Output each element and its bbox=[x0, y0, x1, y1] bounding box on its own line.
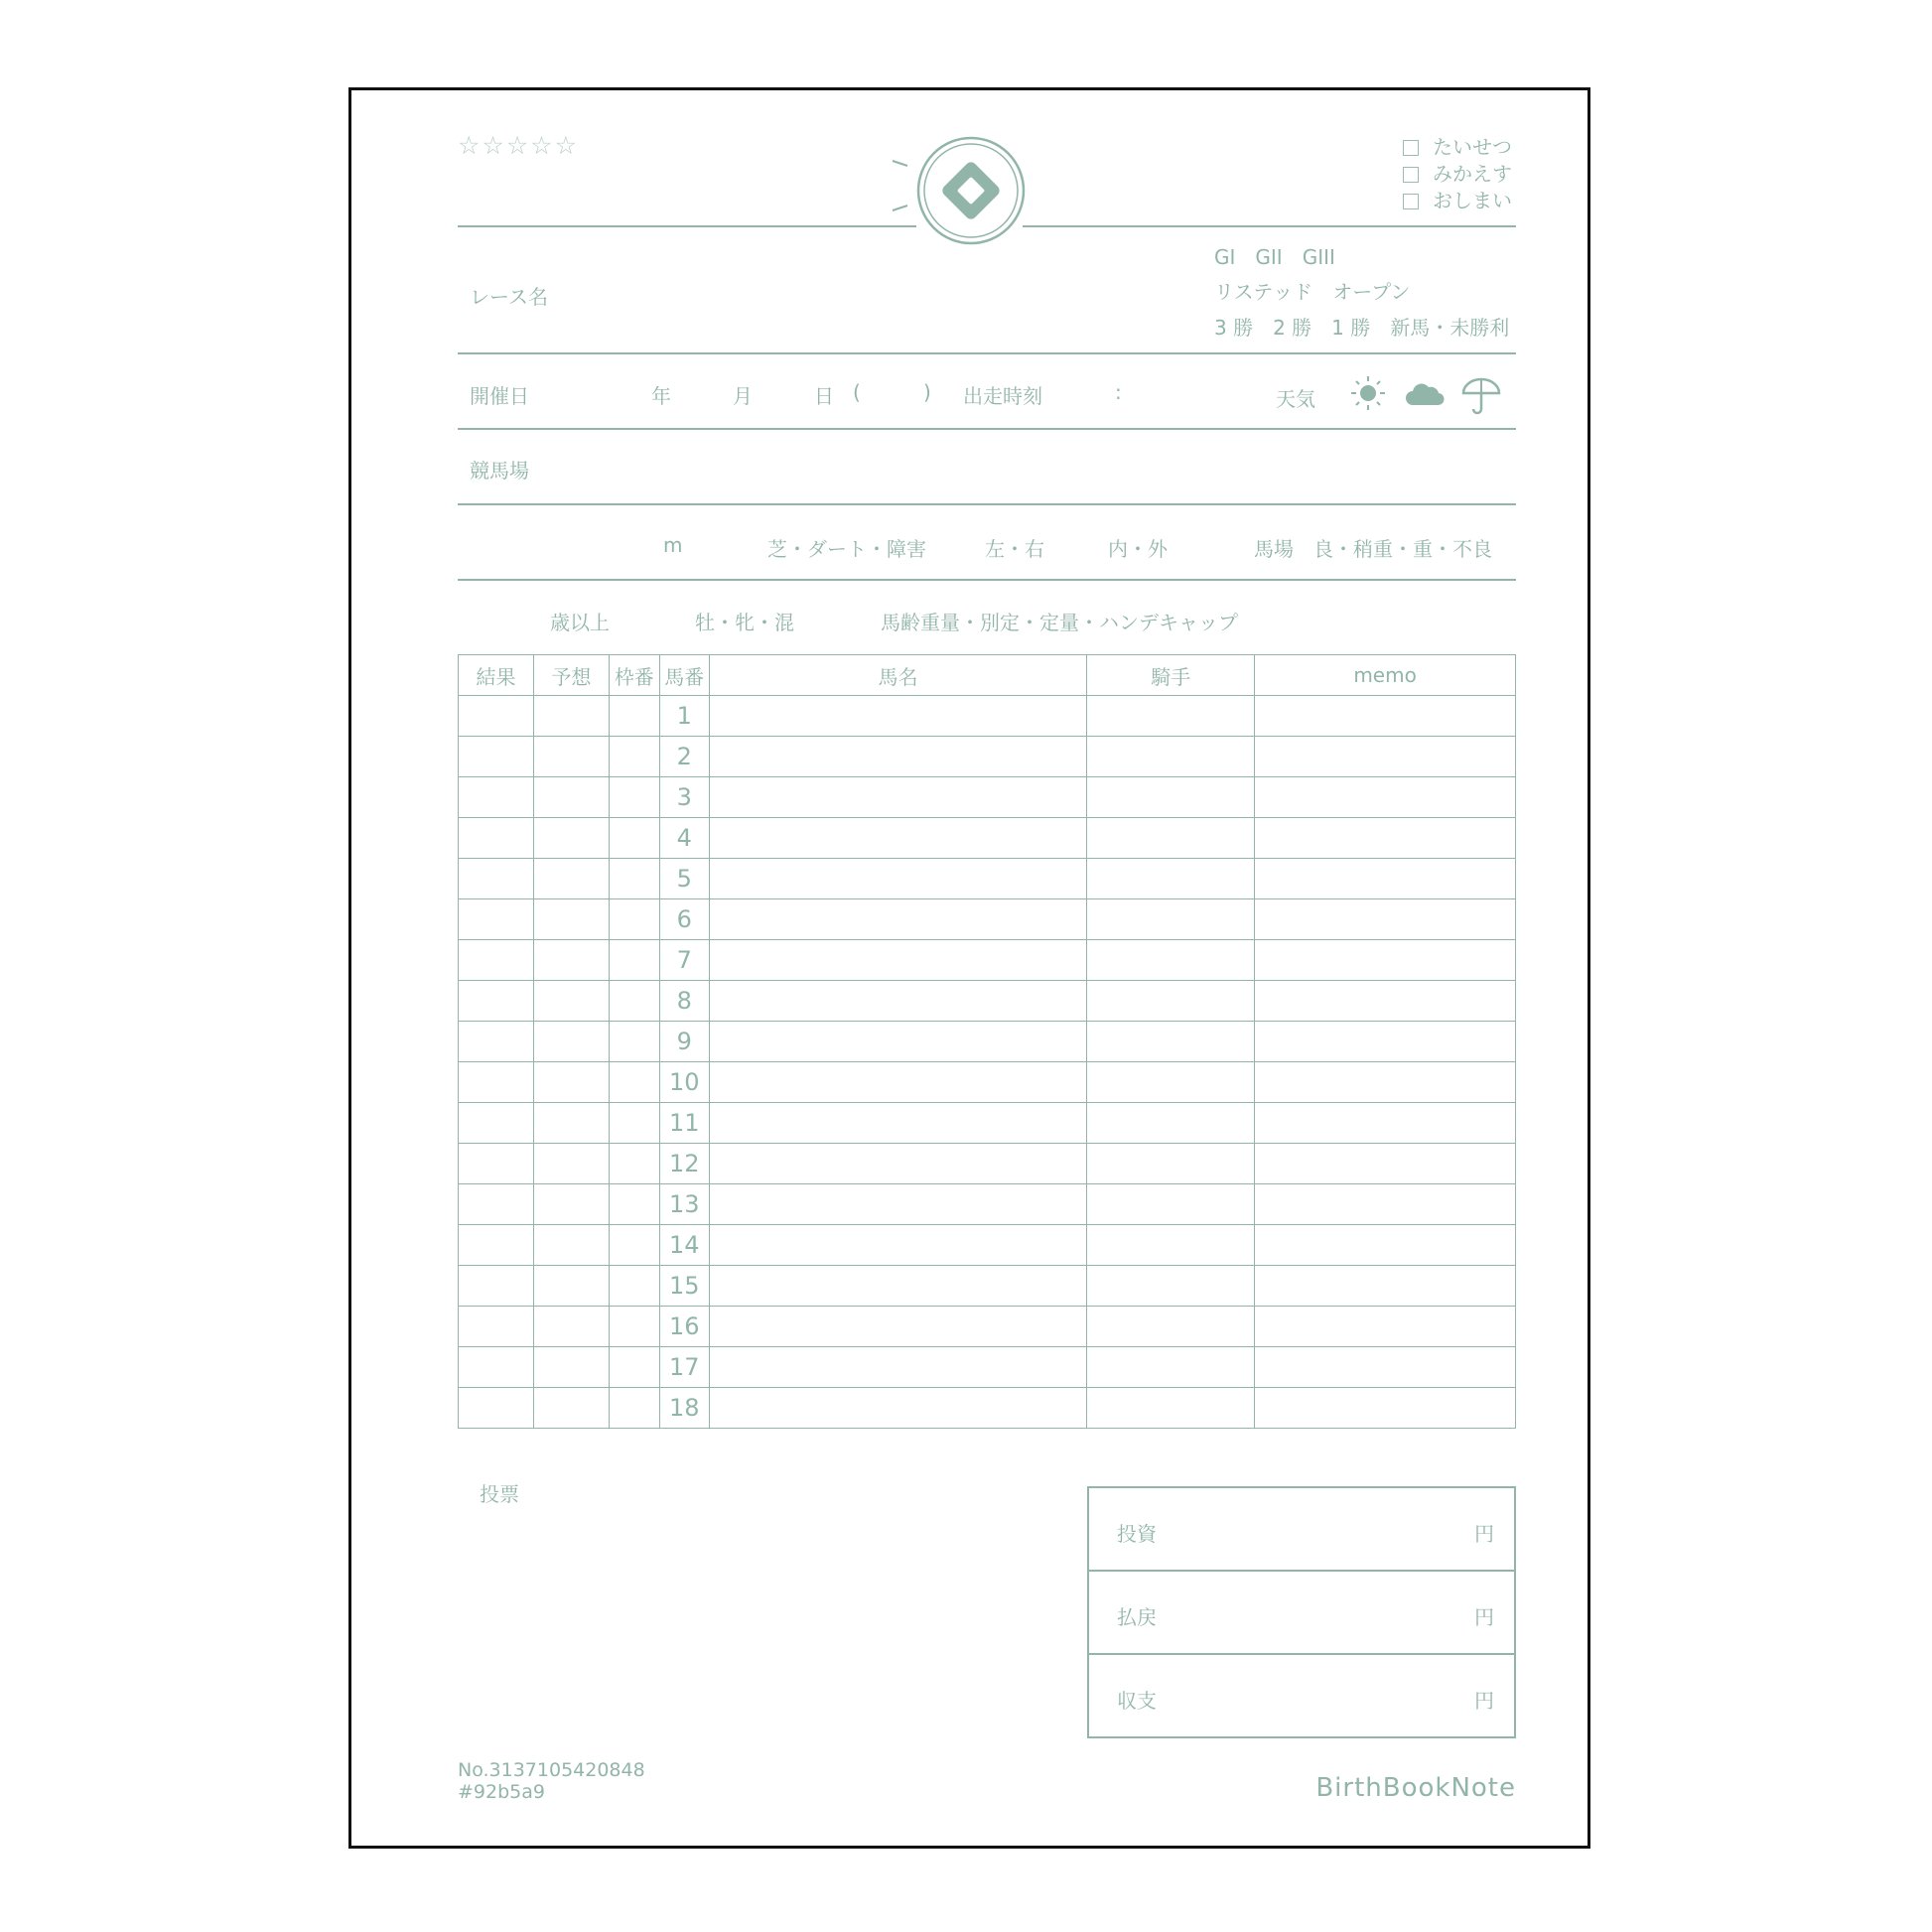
serial-number bbox=[458, 1759, 645, 1803]
prediction-cell[interactable] bbox=[533, 940, 609, 981]
memo-cell[interactable] bbox=[1255, 1103, 1516, 1144]
prediction-cell[interactable] bbox=[533, 1307, 609, 1347]
checkbox[interactable] bbox=[1403, 194, 1419, 209]
horse-number-cell: 15 bbox=[659, 1266, 709, 1307]
memo-cell[interactable] bbox=[1255, 940, 1516, 981]
horse-name-cell[interactable] bbox=[709, 1022, 1087, 1062]
table-row bbox=[459, 1347, 1516, 1388]
memo-cell[interactable] bbox=[1255, 1225, 1516, 1266]
gate-cell[interactable] bbox=[609, 899, 659, 940]
memo-cell[interactable] bbox=[1255, 1144, 1516, 1184]
prediction-cell[interactable] bbox=[533, 1062, 609, 1103]
jockey-cell[interactable] bbox=[1087, 1307, 1255, 1347]
horse-number-cell: 7 bbox=[659, 940, 709, 981]
table-row bbox=[459, 777, 1516, 818]
memo-cell[interactable] bbox=[1255, 1307, 1516, 1347]
result-cell[interactable] bbox=[459, 899, 534, 940]
weather-label: 天気 bbox=[1276, 387, 1315, 411]
result-cell[interactable] bbox=[459, 1022, 534, 1062]
memo-cell[interactable] bbox=[1255, 1388, 1516, 1429]
gate-cell[interactable] bbox=[609, 1184, 659, 1225]
horse-name-cell[interactable] bbox=[709, 1184, 1087, 1225]
divider bbox=[458, 352, 1516, 354]
col-horse-name: 馬名 bbox=[709, 655, 1087, 696]
horse-name-cell[interactable] bbox=[709, 1388, 1087, 1429]
prediction-cell[interactable] bbox=[533, 1144, 609, 1184]
prediction-cell[interactable] bbox=[533, 696, 609, 737]
result-cell[interactable] bbox=[459, 981, 534, 1022]
horse-number-cell: 6 bbox=[659, 899, 709, 940]
result-cell[interactable] bbox=[459, 1062, 534, 1103]
table-row bbox=[459, 859, 1516, 899]
horse-number-cell: 5 bbox=[659, 859, 709, 899]
table-row bbox=[459, 1144, 1516, 1184]
memo-cell[interactable] bbox=[1255, 818, 1516, 859]
result-cell[interactable] bbox=[459, 940, 534, 981]
jockey-cell[interactable] bbox=[1087, 696, 1255, 737]
horse-number-cell: 11 bbox=[659, 1103, 709, 1144]
table-row bbox=[459, 1184, 1516, 1225]
start-time-label: 出走時刻 bbox=[963, 384, 1042, 408]
win-class-list: 3 勝 2 勝 1 勝 新馬・未勝利 bbox=[1214, 316, 1510, 340]
gate-cell[interactable] bbox=[609, 777, 659, 818]
horse-number-cell: 12 bbox=[659, 1144, 709, 1184]
result-cell[interactable] bbox=[459, 1347, 534, 1388]
jockey-cell[interactable] bbox=[1087, 737, 1255, 777]
col-result: 結果 bbox=[459, 655, 534, 696]
direction-options: 左・右 bbox=[985, 537, 1044, 561]
result-cell[interactable] bbox=[459, 859, 534, 899]
status-checklist bbox=[1403, 134, 1512, 214]
jockey-cell[interactable] bbox=[1087, 1103, 1255, 1144]
payout-row[interactable]: 払戻 円 bbox=[1089, 1572, 1514, 1655]
balance-row[interactable]: 収支 円 bbox=[1117, 1689, 1494, 1713]
table-row bbox=[459, 981, 1516, 1022]
check-item[interactable]: おしまい bbox=[1403, 188, 1512, 214]
result-cell[interactable] bbox=[459, 818, 534, 859]
col-jockey: 騎手 bbox=[1087, 655, 1255, 696]
horse-name-cell[interactable] bbox=[709, 1144, 1087, 1184]
month-label: 月 bbox=[733, 384, 753, 408]
horse-name-cell[interactable] bbox=[709, 696, 1087, 737]
horse-number-cell: 16 bbox=[659, 1307, 709, 1347]
sex-options: 牡・牝・混 bbox=[695, 611, 794, 634]
horse-name-cell[interactable] bbox=[709, 818, 1087, 859]
horse-name-cell[interactable] bbox=[709, 859, 1087, 899]
prediction-cell[interactable] bbox=[533, 737, 609, 777]
year-label: 年 bbox=[651, 384, 671, 408]
brand-logo: BirthBookNote bbox=[1315, 1773, 1516, 1803]
memo-cell[interactable] bbox=[1255, 737, 1516, 777]
divider bbox=[1023, 225, 1516, 227]
jockey-cell[interactable] bbox=[1087, 1062, 1255, 1103]
table-row bbox=[459, 1103, 1516, 1144]
rating-stars[interactable]: ☆☆☆☆☆ bbox=[458, 131, 580, 160]
result-cell[interactable] bbox=[459, 696, 534, 737]
result-cell[interactable] bbox=[459, 777, 534, 818]
jockey-cell[interactable] bbox=[1087, 981, 1255, 1022]
memo-cell[interactable] bbox=[1255, 981, 1516, 1022]
memo-cell[interactable] bbox=[1255, 1184, 1516, 1225]
horse-name-cell[interactable] bbox=[709, 1062, 1087, 1103]
table-row bbox=[459, 940, 1516, 981]
gate-cell[interactable] bbox=[609, 859, 659, 899]
table-row bbox=[459, 899, 1516, 940]
result-cell[interactable] bbox=[459, 1225, 534, 1266]
horse-name-cell[interactable] bbox=[709, 940, 1087, 981]
paren-close: ) bbox=[923, 380, 931, 404]
surface-options: 芝・ダート・障害 bbox=[767, 537, 926, 561]
horse-number-cell: 9 bbox=[659, 1022, 709, 1062]
check-item[interactable]: みかえす bbox=[1403, 161, 1512, 188]
checkbox[interactable] bbox=[1403, 140, 1419, 156]
entries-table bbox=[458, 654, 1516, 1429]
horse-name-cell[interactable] bbox=[709, 1266, 1087, 1307]
gate-cell[interactable] bbox=[609, 1388, 659, 1429]
jockey-cell[interactable] bbox=[1087, 899, 1255, 940]
gate-cell[interactable] bbox=[609, 818, 659, 859]
distance-unit: m bbox=[663, 533, 683, 557]
date-label: 開催日 bbox=[470, 384, 529, 408]
horse-name-cell[interactable] bbox=[709, 1347, 1087, 1388]
table-row bbox=[459, 818, 1516, 859]
prediction-cell[interactable] bbox=[533, 777, 609, 818]
horse-name-cell[interactable] bbox=[709, 777, 1087, 818]
money-summary bbox=[1087, 1486, 1516, 1738]
jockey-cell[interactable] bbox=[1087, 1225, 1255, 1266]
horse-number-cell: 8 bbox=[659, 981, 709, 1022]
memo-cell[interactable] bbox=[1255, 1347, 1516, 1388]
memo-cell[interactable] bbox=[1255, 1266, 1516, 1307]
check-item[interactable]: たいせつ bbox=[1403, 134, 1512, 161]
memo-cell[interactable] bbox=[1255, 899, 1516, 940]
prediction-cell[interactable] bbox=[533, 818, 609, 859]
table-header-row bbox=[459, 655, 1516, 696]
track-label: 競馬場 bbox=[470, 459, 529, 483]
gate-cell[interactable] bbox=[609, 737, 659, 777]
class-list: リステッド オープン bbox=[1214, 280, 1411, 304]
col-horse-number: 馬番 bbox=[659, 655, 709, 696]
prediction-cell[interactable] bbox=[533, 1022, 609, 1062]
gate-cell[interactable] bbox=[609, 1062, 659, 1103]
table-row bbox=[459, 737, 1516, 777]
race-name-label: レース名 bbox=[470, 285, 548, 309]
jockey-cell[interactable] bbox=[1087, 1184, 1255, 1225]
going-options: 馬場 良・稍重・重・不良 bbox=[1254, 537, 1492, 561]
note-number: No.3137105420848 bbox=[458, 1759, 645, 1781]
horse-number-cell: 18 bbox=[659, 1388, 709, 1429]
grade-list: GI GII GIII bbox=[1214, 245, 1335, 269]
table-row bbox=[459, 1388, 1516, 1429]
memo-cell[interactable] bbox=[1255, 696, 1516, 737]
time-colon: : bbox=[1115, 380, 1122, 404]
divider bbox=[458, 503, 1516, 505]
memo-cell[interactable] bbox=[1255, 1022, 1516, 1062]
result-cell[interactable] bbox=[459, 1307, 534, 1347]
gate-cell[interactable] bbox=[609, 1225, 659, 1266]
divider bbox=[458, 428, 1516, 430]
table-row bbox=[459, 1225, 1516, 1266]
memo-cell[interactable] bbox=[1255, 777, 1516, 818]
jockey-cell[interactable] bbox=[1087, 777, 1255, 818]
jockey-cell[interactable] bbox=[1087, 1022, 1255, 1062]
age-label: 歳以上 bbox=[550, 611, 610, 634]
table-row bbox=[459, 1022, 1516, 1062]
result-cell[interactable] bbox=[459, 1266, 534, 1307]
gate-cell[interactable] bbox=[609, 696, 659, 737]
divider bbox=[458, 225, 916, 227]
weight-options: 馬齢重量・別定・定量・ハンデキャップ bbox=[881, 611, 1238, 634]
horse-name-cell[interactable] bbox=[709, 899, 1087, 940]
result-cell[interactable] bbox=[459, 1103, 534, 1144]
gate-cell[interactable] bbox=[609, 1103, 659, 1144]
bet-label: 投票 bbox=[480, 1482, 519, 1506]
gate-cell[interactable] bbox=[609, 1022, 659, 1062]
gate-cell[interactable] bbox=[609, 981, 659, 1022]
result-cell[interactable] bbox=[459, 1144, 534, 1184]
horse-name-cell[interactable] bbox=[709, 1103, 1087, 1144]
jockey-cell[interactable] bbox=[1087, 818, 1255, 859]
inout-options: 内・外 bbox=[1108, 537, 1168, 561]
result-cell[interactable] bbox=[459, 737, 534, 777]
table-row bbox=[459, 1266, 1516, 1307]
gate-cell[interactable] bbox=[609, 940, 659, 981]
cloud-icon[interactable] bbox=[1405, 381, 1445, 407]
color-code: #92b5a9 bbox=[458, 1781, 545, 1803]
col-memo: memo bbox=[1255, 655, 1516, 696]
prediction-cell[interactable] bbox=[533, 1388, 609, 1429]
horse-number-cell: 4 bbox=[659, 818, 709, 859]
horse-number-cell: 17 bbox=[659, 1347, 709, 1388]
prediction-cell[interactable] bbox=[533, 859, 609, 899]
horse-number-cell: 3 bbox=[659, 777, 709, 818]
divider bbox=[458, 579, 1516, 581]
memo-cell[interactable] bbox=[1255, 1062, 1516, 1103]
result-cell[interactable] bbox=[459, 1388, 534, 1429]
jockey-cell[interactable] bbox=[1087, 859, 1255, 899]
gate-cell[interactable] bbox=[609, 1266, 659, 1307]
result-cell[interactable] bbox=[459, 1184, 534, 1225]
table-row bbox=[459, 1307, 1516, 1347]
horse-number-cell: 14 bbox=[659, 1225, 709, 1266]
horse-name-cell[interactable] bbox=[709, 737, 1087, 777]
gate-cell[interactable] bbox=[609, 1347, 659, 1388]
jockey-cell[interactable] bbox=[1087, 1266, 1255, 1307]
prediction-cell[interactable] bbox=[533, 1184, 609, 1225]
checkbox[interactable] bbox=[1403, 167, 1419, 183]
horse-number-cell: 1 bbox=[659, 696, 709, 737]
prediction-cell[interactable] bbox=[533, 981, 609, 1022]
jockey-cell[interactable] bbox=[1087, 940, 1255, 981]
sun-icon[interactable] bbox=[1350, 375, 1386, 411]
umbrella-icon[interactable] bbox=[1461, 377, 1501, 415]
horse-name-cell[interactable] bbox=[709, 1225, 1087, 1266]
logo-icon bbox=[889, 133, 1033, 254]
day-label: 日 bbox=[814, 384, 834, 408]
horse-name-cell[interactable] bbox=[709, 1307, 1087, 1347]
memo-cell[interactable] bbox=[1255, 859, 1516, 899]
horse-name-cell[interactable] bbox=[709, 981, 1087, 1022]
jockey-cell[interactable] bbox=[1087, 1347, 1255, 1388]
horse-number-cell: 2 bbox=[659, 737, 709, 777]
table-row bbox=[459, 1062, 1516, 1103]
horse-number-cell: 10 bbox=[659, 1062, 709, 1103]
paren-open: ( bbox=[853, 380, 861, 404]
prediction-cell[interactable] bbox=[533, 1266, 609, 1307]
col-gate: 枠番 bbox=[609, 655, 659, 696]
jockey-cell[interactable] bbox=[1087, 1388, 1255, 1429]
col-prediction: 予想 bbox=[533, 655, 609, 696]
prediction-cell[interactable] bbox=[533, 1103, 609, 1144]
table-row bbox=[459, 696, 1516, 737]
gate-cell[interactable] bbox=[609, 1307, 659, 1347]
prediction-cell[interactable] bbox=[533, 1347, 609, 1388]
jockey-cell[interactable] bbox=[1087, 1144, 1255, 1184]
horse-number-cell: 13 bbox=[659, 1184, 709, 1225]
prediction-cell[interactable] bbox=[533, 899, 609, 940]
investment-row[interactable]: 投資 円 bbox=[1089, 1488, 1514, 1572]
prediction-cell[interactable] bbox=[533, 1225, 609, 1266]
gate-cell[interactable] bbox=[609, 1144, 659, 1184]
